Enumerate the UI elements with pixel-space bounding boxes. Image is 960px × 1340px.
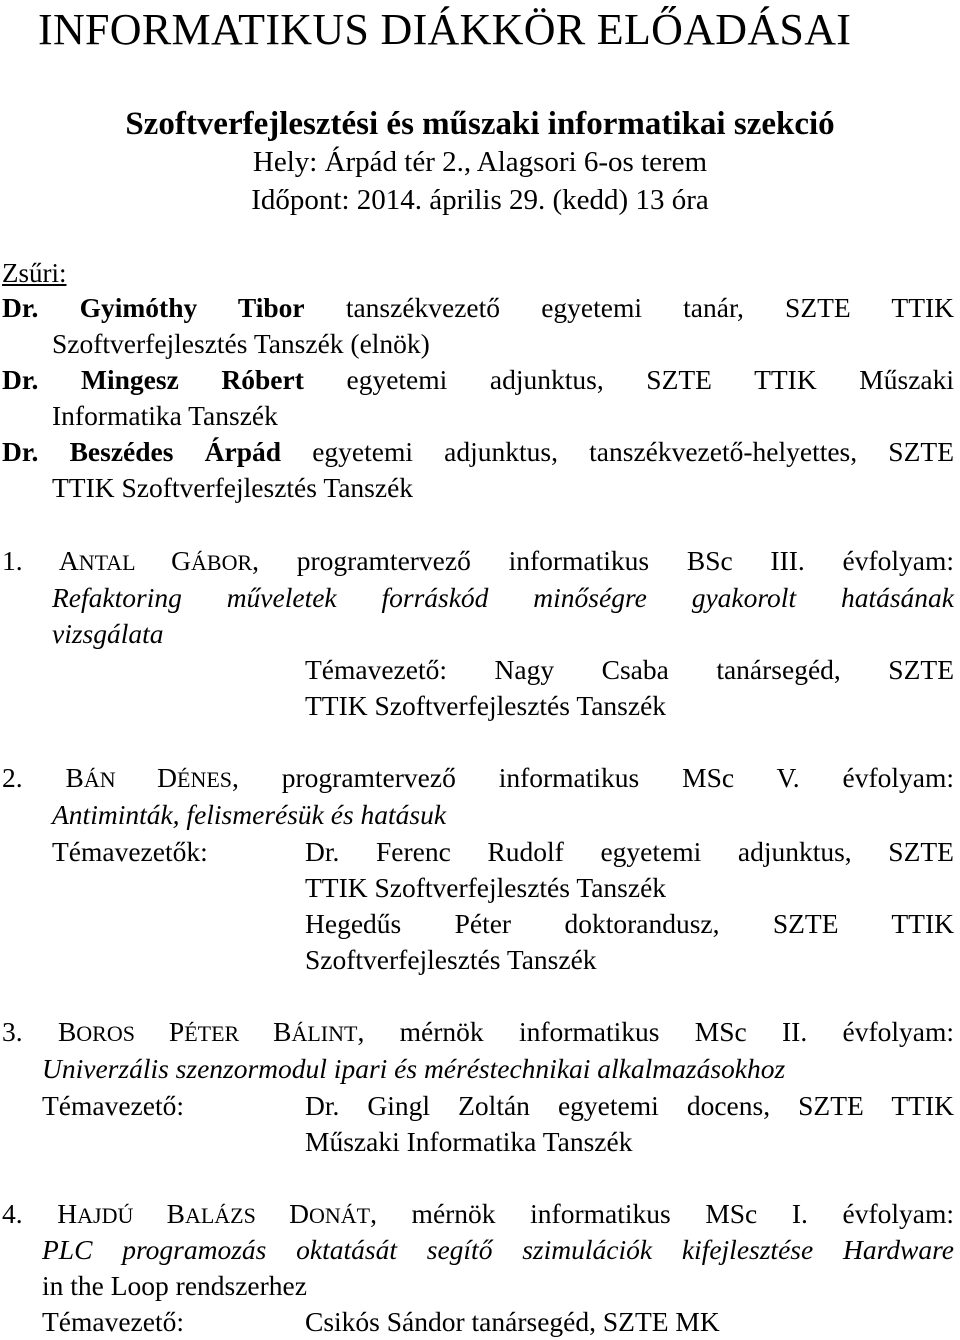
jury-member-department: TTIK Szoftverfejlesztés Tanszék [52,472,414,503]
talk-item [2,543,954,579]
jury-member-position: egyetemi adjunktus, SZTE TTIK Műszaki [346,364,955,395]
document-title: INFORMATIKUS DIÁKKÖR ELŐADÁSAI [38,5,852,54]
jury-member-name: Gyimóthy Tibor [79,292,305,323]
jury-heading: Zsűri: [2,258,67,288]
jury-member-department: Informatika Tanszék [52,400,278,431]
talk-supervisor: Témavezető: Nagy Csaba tanársegéd, SZTE TTIK Szoftverfejlesztés Tanszék [305,654,954,721]
jury-member-title: Dr. [2,292,39,323]
jury-member-position: egyetemi adjunktus, tanszékvezető-helyettes, SZTE [312,436,954,467]
talk-number: 3. [2,1016,23,1047]
talk-number: 1. [2,545,23,576]
talk-item [2,1196,954,1232]
supervisor-label: Témavezetők: [52,836,208,867]
jury-member [2,362,954,398]
talk-supervisor: Dr. Ferenc Rudolf egyetemi adjunktus, SZTE TTIK Szoftverfejlesztés Tanszék Hegedűs Péter doktorandusz, SZTE TTIK Szoftverfejlesztés Tanszék [305,836,954,975]
talk-supervisor: Csikós Sándor tanársegéd, SZTE MK [305,1306,720,1337]
supervisor-label: Témavezető: [42,1306,184,1337]
location-line: Hely: Árpád tér 2., Alagsori 6-os terem [252,146,708,178]
presenter-name: BÁN DÉNES [65,762,232,793]
talk-title: Refaktoring műveletek forráskód minőségre gyakorolt hatásának vizsgálata [52,582,954,649]
supervisor-label: Témavezető: [42,1090,184,1121]
talk-title: Univerzális szenzormodul ipari és méréstechnikai alkalmazásokhoz [42,1053,786,1084]
presenter-program: , mérnök informatikus MSc II. évfolyam: [357,1016,955,1047]
presenter-name: ANTAL GÁBOR [58,545,253,576]
jury-member [2,290,954,326]
jury-member-department: Szoftverfejlesztés Tanszék (elnök) [52,328,430,359]
jury-member-title: Dr. [2,436,39,467]
talk-title: Antiminták, felismerésük és hatásuk [52,799,447,830]
jury-member-position: tanszékvezető egyetemi tanár, SZTE TTIK [345,292,955,323]
talk-item [2,1014,954,1050]
presenter-name: BOROS PÉTER BÁLINT [57,1016,358,1047]
presenter-name: HAJDÚ BALÁZS DONÁT [57,1198,371,1229]
presenter-program: , programtervező informatikus MSc V. évfolyam: [232,762,954,793]
date-line: Időpont: 2014. április 29. (kedd) 13 óra [251,184,709,216]
talk-number: 2. [2,762,23,793]
section-title: Szoftverfejlesztési és műszaki informatikai szekció [125,106,835,142]
presenter-program: , programtervező informatikus BSc III. évfolyam: [252,545,954,576]
jury-member-name: Beszédes Árpád [69,436,282,467]
jury-member [2,434,954,470]
presenter-program: , mérnök informatikus MSc I. évfolyam: [370,1198,955,1229]
talk-number: 4. [2,1198,23,1229]
jury-member-title: Dr. [2,364,39,395]
jury-member-name: Mingesz Róbert [81,364,304,395]
talk-item [2,760,954,796]
talk-supervisor: Dr. Gingl Zoltán egyetemi docens, SZTE TTIK Műszaki Informatika Tanszék [305,1090,954,1157]
talk-title: PLC programozás oktatását segítő szimulációk kifejlesztése Hardware in the Loop rendszerhez [42,1234,954,1301]
